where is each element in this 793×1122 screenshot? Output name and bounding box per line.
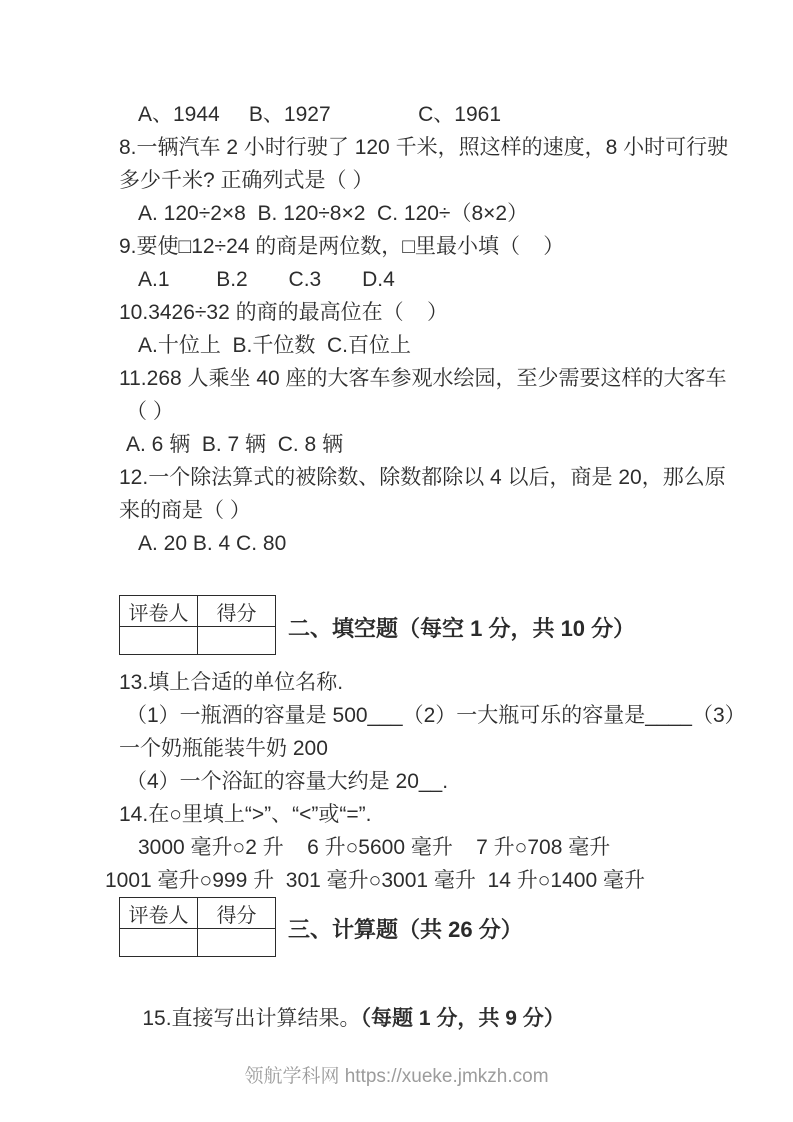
q8-options-line: A. 120÷2×8 B. 120÷8×2 C. 120÷（8×2） — [138, 202, 529, 225]
grader-table-section-2 — [119, 595, 276, 655]
q7-options-line: A、1944 B、1927 C、1961 — [138, 103, 502, 126]
q12-text-line-2: 来的商是（ ） — [119, 499, 251, 522]
q10-text-line: 10.3426÷32 的商的最高位在（ ） — [119, 301, 448, 324]
grader-header-row — [120, 898, 276, 929]
q14-compare-line-1: 3000 毫升○2 升 6 升○5600 毫升 7 升○708 毫升 — [138, 836, 611, 859]
reviewer-header-cell: 评卷人 — [120, 898, 198, 929]
q11-options-line: A. 6 辆 B. 7 辆 C. 8 辆 — [126, 433, 344, 456]
q14-text-line: 14.在○里填上“>”、“<”或“=”. — [119, 803, 372, 826]
q13-blank-line-2: 一个奶瓶能装牛奶 200 — [119, 737, 328, 760]
score-value-cell — [198, 627, 276, 655]
q14-compare-line-2: 1001 毫升○999 升 301 毫升○3001 毫升 14 升○1400 毫升 — [105, 869, 645, 892]
q15-text-line — [119, 969, 565, 1068]
reviewer-value-cell — [120, 929, 198, 957]
q15-instruction: 15.直接写出计算结果。 — [142, 1007, 361, 1030]
reviewer-header-cell: 评卷人 — [120, 596, 198, 627]
score-value-cell — [198, 929, 276, 957]
q12-text-line-1: 12.一个除法算式的被除数、除数都除以 4 以后，商是 20，那么原 — [119, 466, 726, 489]
q10-options-line: A.十位上 B.千位数 C.百位上 — [138, 334, 412, 357]
fill-questions-block — [105, 666, 746, 897]
q13-blank-line-3: （4）一个浴缸的容量大约是 20__. — [126, 770, 449, 793]
q13-text-line: 13.填上合适的单位名称. — [119, 671, 344, 694]
grader-table-section-3 — [119, 897, 276, 957]
grader-value-row — [120, 627, 276, 655]
reviewer-value-cell — [120, 627, 198, 655]
site-watermark: 领航学科网 https://xueke.jmkzh.com — [244, 1066, 549, 1087]
q9-text-line: 9.要使□12÷24 的商是两位数，□里最小填（ ） — [119, 235, 565, 258]
q12-options-line: A. 20 B. 4 C. 80 — [138, 532, 287, 555]
section-3-title: 三、计算题（共 26 分） — [288, 917, 523, 942]
q8-text-line-1: 8.一辆汽车 2 小时行驶了 120 千米，照这样的速度，8 小时可行驶 — [119, 136, 729, 159]
score-header-cell: 得分 — [198, 596, 276, 627]
grader-value-row — [120, 929, 276, 957]
q13-blank-line-1: （1）一瓶酒的容量是 500___（2）一大瓶可乐的容量是____（3） — [126, 704, 746, 727]
q11-text-line-2: （ ） — [126, 400, 174, 423]
grader-header-row — [120, 596, 276, 627]
section-2-title: 二、填空题（每空 1 分，共 10 分） — [288, 616, 636, 641]
score-header-cell: 得分 — [198, 898, 276, 929]
choice-questions-block — [119, 98, 729, 560]
q15-score-note: （每题 1 分，共 9 分） — [360, 1007, 565, 1030]
q8-text-line-2: 多少千米? 正确列式是（ ） — [119, 169, 374, 192]
q11-text-line-1: 11.268 人乘坐 40 座的大客车参观水绘园，至少需要这样的大客车 — [119, 367, 727, 390]
q9-options-line: A.1 B.2 C.3 D.4 — [138, 268, 395, 291]
